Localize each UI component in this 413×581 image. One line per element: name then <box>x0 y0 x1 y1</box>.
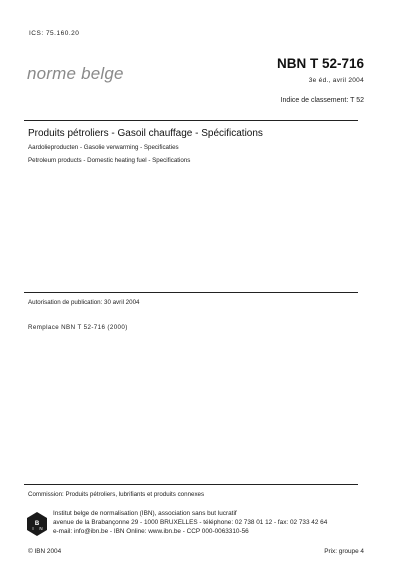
replaces-note: Remplace NBN T 52-716 (2000) <box>28 324 128 331</box>
title-french: Produits pétroliers - Gasoil chauffage - Spécifications <box>28 128 263 139</box>
edition-date: 3e éd., avril 2004 <box>308 77 364 84</box>
divider-middle <box>24 292 358 293</box>
commission-label: Commission: Produits pétroliers, lubrifiants et produits connexes <box>28 491 205 498</box>
divider-top <box>24 120 358 121</box>
title-english: Petroleum products - Domestic heating fuel - Specifications <box>28 157 191 164</box>
price-group: Prix: groupe 4 <box>324 548 364 555</box>
institute-name: Institut belge de normalisation (IBN), association sans but lucratif <box>53 510 237 517</box>
document-id: NBN T 52-716 <box>276 56 364 71</box>
ibn-logo-icon <box>27 512 47 536</box>
classification-index: Indice de classement: T 52 <box>280 97 364 104</box>
publication-authorisation: Autorisation de publication: 30 avril 2004 <box>28 299 140 306</box>
copyright: © IBN 2004 <box>28 548 62 555</box>
institute-address: avenue de la Brabançonne 29 - 1000 BRUXELLES - téléphone: 02 738 01 12 - fax: 02 733 42 64 <box>53 519 328 526</box>
svg-text:N: N <box>39 526 43 531</box>
divider-bottom <box>24 484 358 485</box>
brand-title: norme belge <box>27 64 124 83</box>
institute-contact: e-mail: info@ibn.be - IBN Online: www.ibn.be - CCP 000-0063310-56 <box>53 528 249 535</box>
svg-text:B: B <box>34 521 40 527</box>
svg-text:I: I <box>32 526 34 531</box>
title-dutch: Aardolieproducten - Gasolie verwarming - Specificaties <box>28 144 179 151</box>
ics-code: ICS: 75.160.20 <box>29 30 80 37</box>
